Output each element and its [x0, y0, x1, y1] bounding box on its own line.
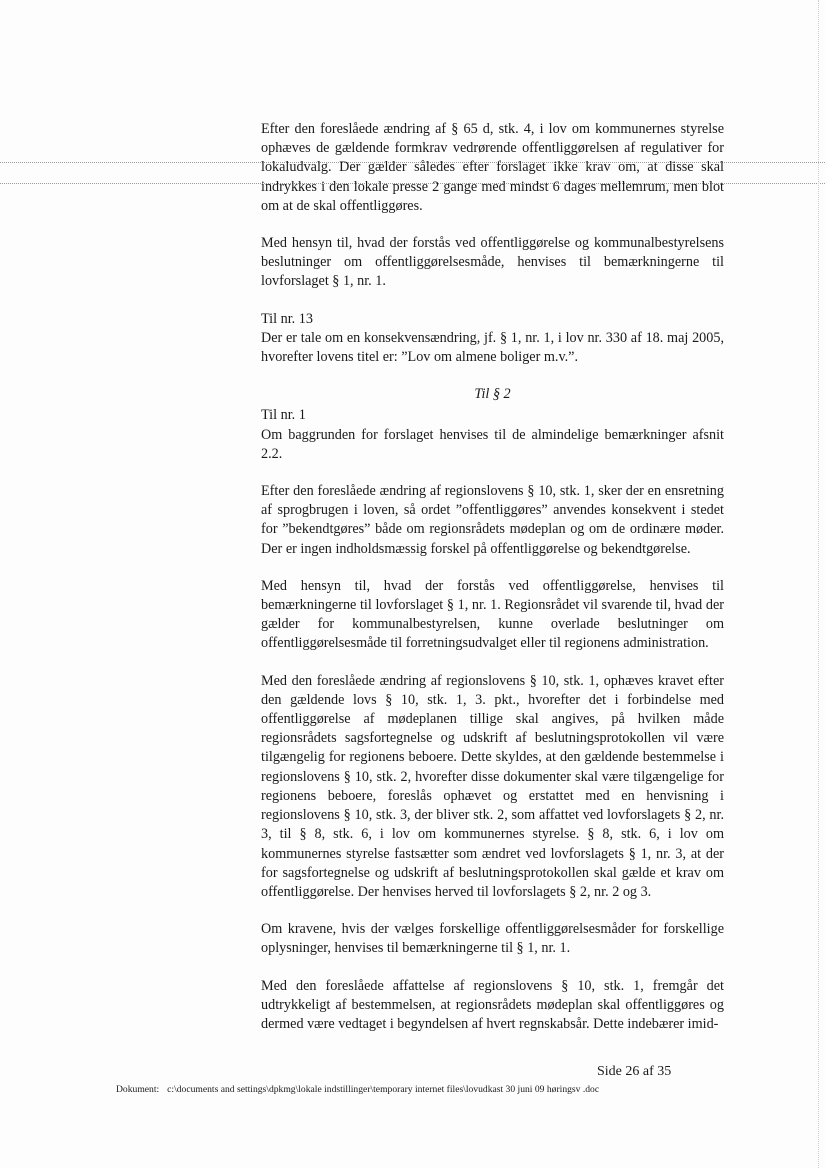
paragraph-ensretning: Efter den foreslåede ændring af regionslovens § 10, stk. 1, sker der en ensretning af sprogbrugen i loven, så ordet ”offentliggøres” anvendes konsekvent i stedet for ”bekendtgøres” både om regionsrådets mødeplan og om de ordinære møder. Der er ingen indholdsmæssig forskel på offentliggørelse og bekendtgørelse.	[261, 483, 724, 557]
page-number: Side 26 af 35	[597, 1064, 672, 1079]
document-path-footer	[116, 1084, 599, 1095]
paragraph-affattelse: Med den foreslåede affattelse af regionslovens § 10, stk. 1, fremgår det udtrykkeligt af bestemmelsen, at regionsrådets mødeplan skal offentliggøres og dermed være vedtaget i begyndelsen af hvert regnskabsår. Dette indebærer imid-	[261, 977, 724, 1032]
paragraph-regionsraad: Med hensyn til, hvad der forstås ved offentliggørelse, henvises til bemærkningerne til lovforslaget § 1, nr. 1. Regionsrådet vil svarende til, hvad der gælder for kommunalbestyrelsen, kunne overlade beslutninger om offentliggørelsesmåde til forretningsudvalget eller til regionens administration.	[261, 577, 724, 652]
paragraph-formkrav: Efter den foreslåede ændring af § 65 d, stk. 4, i lov om kommunernes styrelse ophæves de gældende formkrav vedrørende offentliggørelsen af regulativer for lokaludvalg. Der gælder således efter forslaget ikke krav om, at disse skal indrykkes i den lokale presse 2 gange med mindst 6 dages mellemrum, men blot om at de skal offentliggøres.	[261, 121, 724, 214]
paragraph-konsekvens: Der er tale om en konsekvensændring, jf. § 1, nr. 1, i lov nr. 330 af 18. maj 2005, hvorefter lovens titel er: ”Lov om almene boliger m.v.”.	[261, 329, 724, 366]
document-label: Dokument:	[116, 1084, 160, 1095]
section-heading: Til § 2	[474, 386, 511, 403]
paragraph-offentliggoerelse: Med hensyn til, hvad der forstås ved offentliggørelse og kommunalbestyrelsens beslutninger om offentliggørelsesmåde, henvises til bemærkningerne til lovforslaget § 1, nr. 1.	[261, 235, 724, 290]
section-label-nr13: Til nr. 13	[261, 310, 313, 327]
document-path: c:\documents and settings\dpkmg\lokale indstillinger\temporary internet files\lovudkast 30 juni 09 høringsv .doc	[167, 1084, 600, 1095]
paragraph-kravene: Om kravene, hvis der vælges forskellige offentliggørelsesmåder for forskellige oplysninger, henvises til bemærkningerne til § 1, nr. 1.	[261, 921, 724, 957]
section-label-nr1: Til nr. 1	[261, 407, 306, 424]
paragraph-baggrund: Om baggrunden for forslaget henvises til de almindelige bemærkninger afsnit 2.2.	[261, 426, 724, 462]
page-edge-mark	[818, 0, 819, 1168]
paragraph-moedeplan: Med den foreslåede ændring af regionslovens § 10, stk. 1, ophæves kravet efter den gældende lovs § 10, stk. 1, 3. pkt., hvorefter det i forbindelse med offentliggørelse af mødeplanen tillige skal angives, på hvilken måde regionsrådets sagsfortegnelse og udskrift af beslutningsprotokollen vil være tilgængelig for regionens beboere. Dette skyldes, at den gældende bestemmelse i regionslovens § 10, stk. 2, hvorefter disse dokumenter skal være tilgængelige for regionens beboere, foreslås ophævet og erstattet med en henvisning i regionslovens § 10, stk. 3, der bliver stk. 2, som affattet ved lovforslagets § 2, nr. 3, til § 8, stk. 6, i lov om kommunernes styrelse. § 8, stk. 6, i lov om kommunernes styrelse fastsætter som ændret ved lovforslagets § 1, nr. 3, at der for sagsfortegnelse og udskrift af beslutningsprotokollen skal gælde et krav om offentliggørelse. Der henvises herved til lovforslagets § 2, nr. 2 og 3.	[261, 672, 724, 900]
body-text	[261, 120, 724, 1052]
